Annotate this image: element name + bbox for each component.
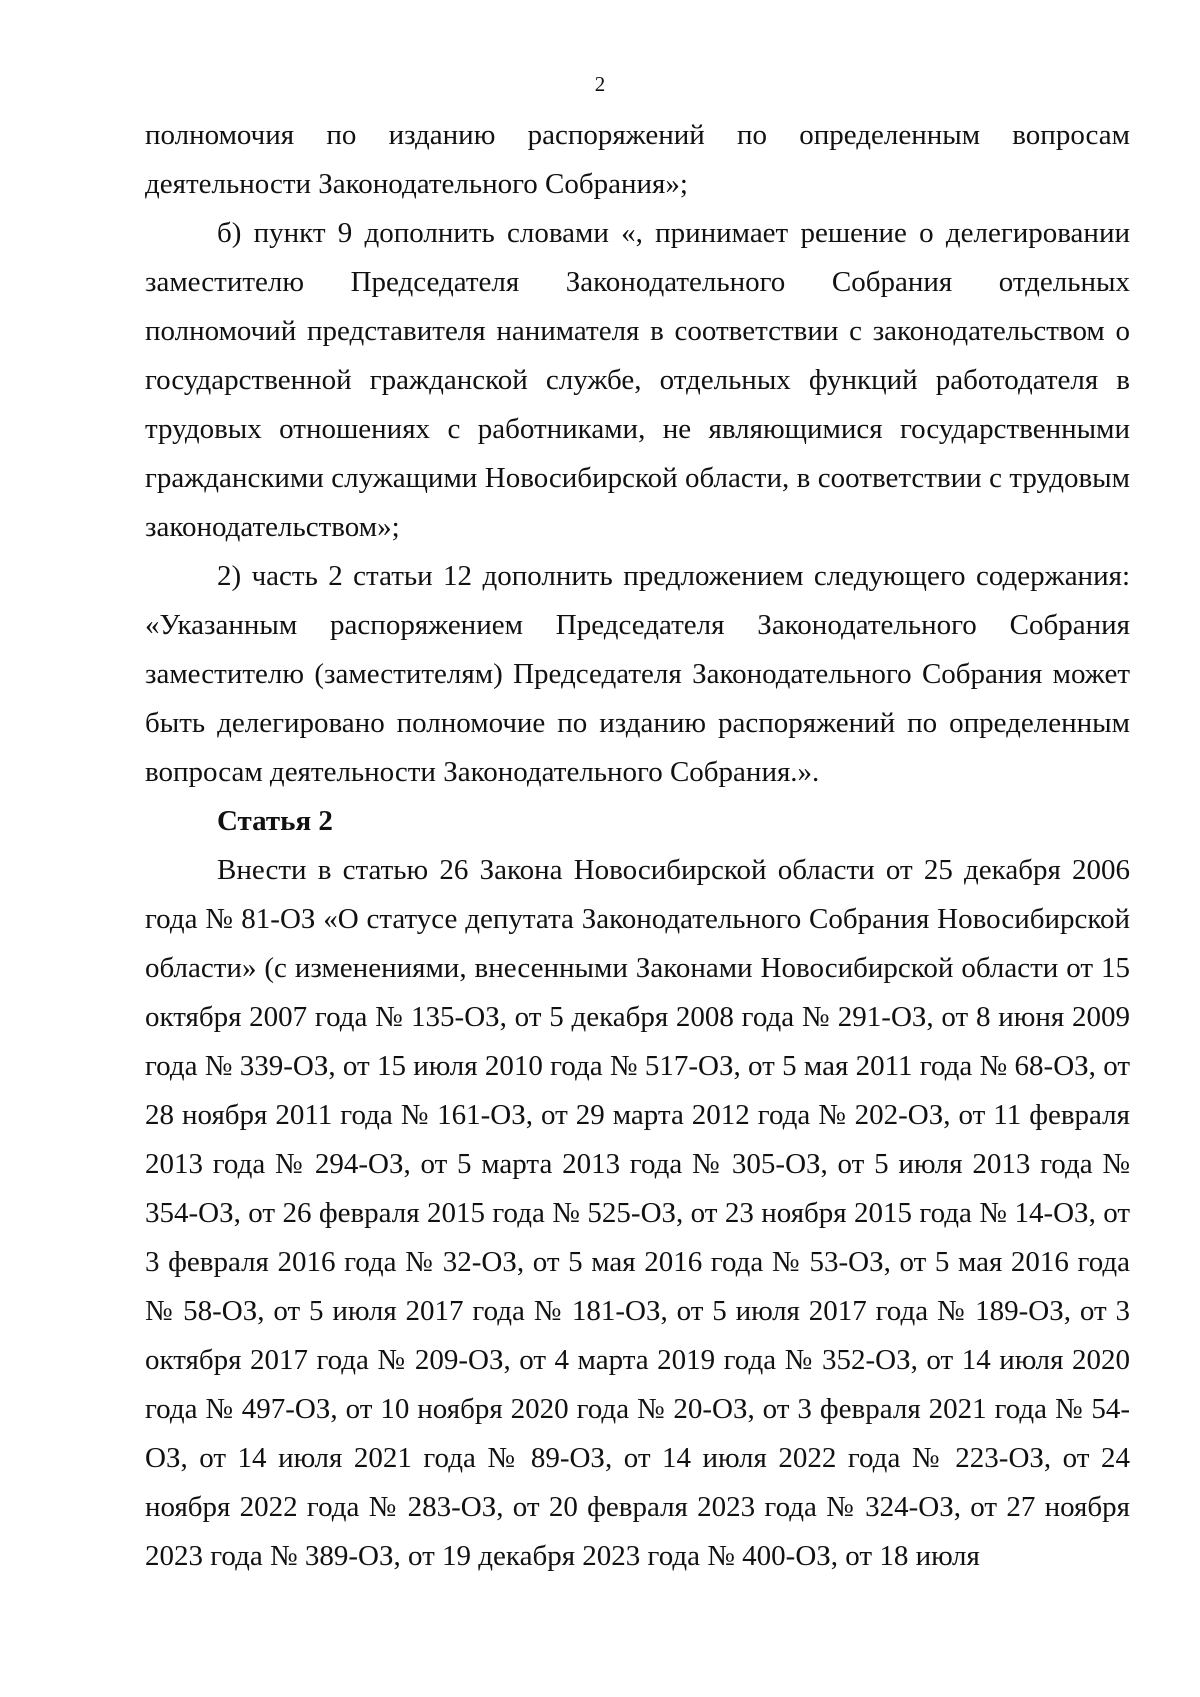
document-body xyxy=(145,111,1130,1581)
paragraph-item-b: б) пункт 9 дополнить словами «, принимает решение о делегировании заместителю Председателя Законодательного Собрания отдельных полномочий представителя нанимателя в соответствии с законодательством о государственной гражданской службе, отдельных функций работодателя в трудовых отношениях с работниками, не являющимися государственными гражданскими служащими Новосибирской области, в соответствии с трудовым законодательством»; xyxy=(145,217,1130,543)
paragraph-continuation: полномочия по изданию распоряжений по определенным вопросам деятельности Законодательного Собрания»; xyxy=(145,119,1130,200)
paragraph-item-2: 2) часть 2 статьи 12 дополнить предложением следующего содержания: «Указанным распоряжением Председателя Законодательного Собрания заместителю (заместителям) Председателя Законодательного Собрания может быть делегировано полномочие по изданию распоряжений по определенным вопросам деятельности Законодательного Собрания.». xyxy=(145,560,1130,788)
article-heading: Статья 2 xyxy=(217,805,333,837)
paragraph-article-2: Внести в статью 26 Закона Новосибирской области от 25 декабря 2006 года № 81-ОЗ «О статусе депутата Законодательного Собрания Новосибирской области» (с изменениями, внесенными Законами Новосибирской области от 15 октября 2007 года № 135-ОЗ, от 5 декабря 2008 года № 291-ОЗ, от 8 июня 2009 года № 339-ОЗ, от 15 июля 2010 года № 517-ОЗ, от 5 мая 2011 года № 68-ОЗ, от 28 ноября 2011 года № 161-ОЗ, от 29 марта 2012 года № 202-ОЗ, от 11 февраля 2013 года № 294-ОЗ, от 5 марта 2013 года № 305-ОЗ, от 5 июля 2013 года № 354-ОЗ, от 26 февраля 2015 года № 525-ОЗ, от 23 ноября 2015 года № 14-ОЗ, от 3 февраля 2016 года № 32-ОЗ, от 5 мая 2016 года № 53-ОЗ, от 5 мая 2016 года № 58-ОЗ, от 5 июля 2017 года № 181-ОЗ, от 5 июля 2017 года № 189-ОЗ, от 3 октября 2017 года № 209-ОЗ, от 4 марта 2019 года № 352-ОЗ, от 14 июля 2020 года № 497-ОЗ, от 10 ноября 2020 года № 20-ОЗ, от 3 февраля 2021 года № 54-ОЗ, от 14 июля 2021 года № 89-ОЗ, от 14 июля 2022 года № 223-ОЗ, от 24 ноября 2022 года № 283-ОЗ, от 20 февраля 2023 года № 324-ОЗ, от 27 ноября 2023 года № 389-ОЗ, от 19 декабря 2023 года № 400-ОЗ, от 18 июля xyxy=(145,854,1130,1572)
page-number: 2 xyxy=(594,72,606,96)
